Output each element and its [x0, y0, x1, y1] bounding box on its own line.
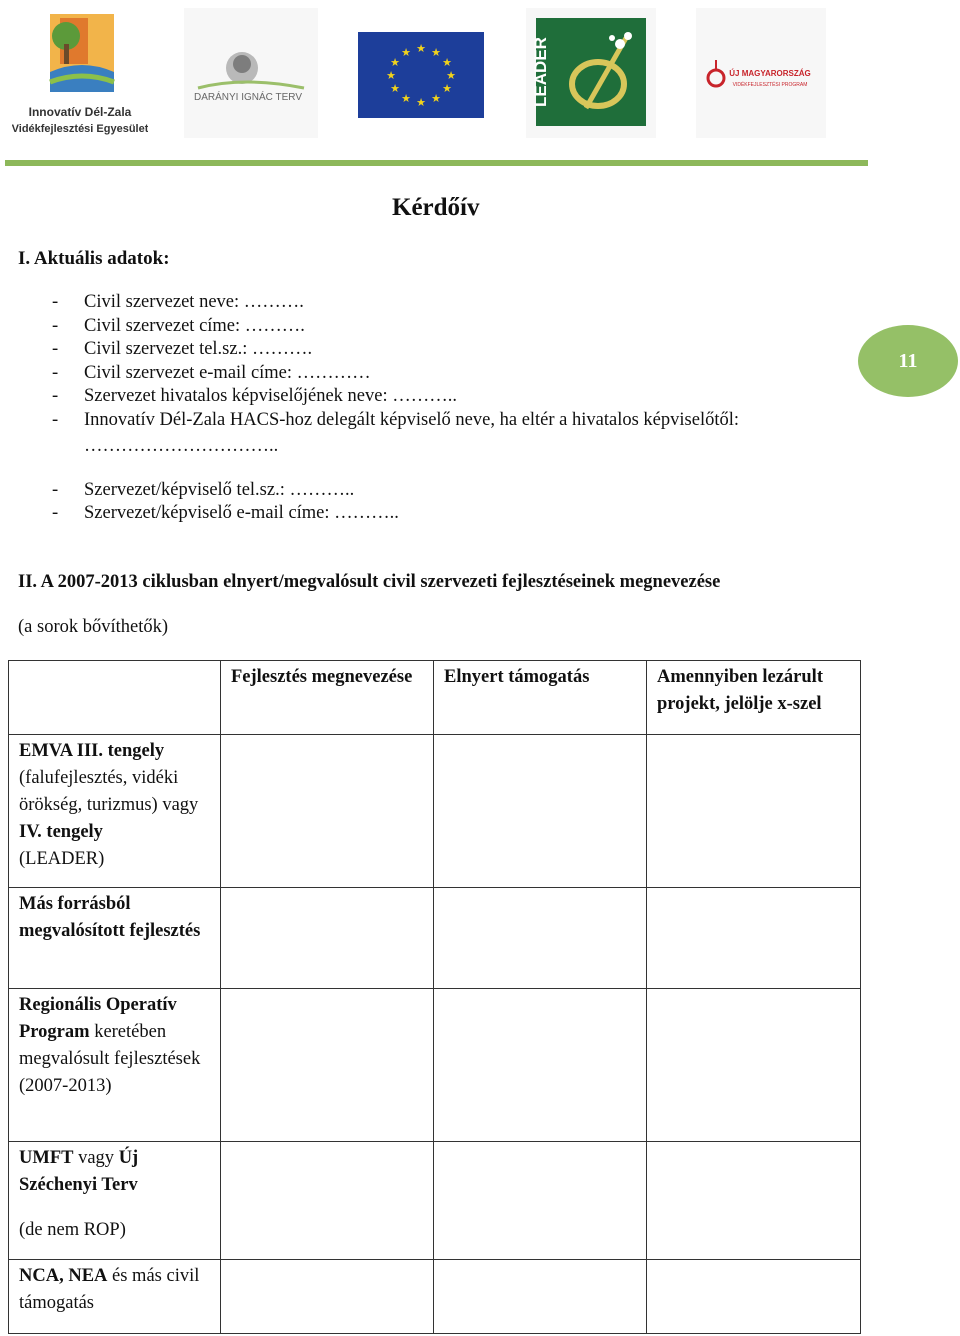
table-header-cell: Amennyiben lezárult projekt, jelölje x-szel — [647, 661, 861, 735]
field-fill[interactable]: ………. — [244, 316, 305, 336]
table-cell[interactable] — [434, 989, 647, 1142]
table-cell[interactable] — [647, 1142, 861, 1260]
table-cell[interactable] — [221, 1142, 434, 1260]
row-label: NCA, NEA és más civil támogatás — [9, 1260, 221, 1334]
daranyi-ignac-terv-logo — [184, 8, 318, 138]
svg-text:★: ★ — [416, 96, 426, 109]
table-cell[interactable] — [647, 989, 861, 1142]
table-header-cell: Elnyert támogatás — [434, 661, 647, 735]
field-label: Civil szervezet neve: — [84, 292, 240, 312]
table-row — [9, 888, 861, 989]
section-2-heading: II. A 2007-2013 ciklusban elnyert/megvalósult civil szervezeti fejlesztéseinek megnevezése — [18, 572, 721, 592]
table-cell[interactable] — [221, 989, 434, 1142]
field-label: Szervezet hivatalos képviselőjének neve: — [84, 386, 388, 406]
table-cell[interactable] — [221, 735, 434, 888]
row-label: Regionális Operatív Program keretében megvalósult fejlesztések (2007-2013) — [9, 989, 221, 1142]
field-fill[interactable]: ……….. — [334, 503, 399, 523]
innovativ-logo-graphic — [12, 8, 148, 138]
svg-text:★: ★ — [431, 92, 441, 105]
svg-text:★: ★ — [390, 56, 400, 69]
svg-text:Innovatív Dél-Zala: Innovatív Dél-Zala — [28, 105, 132, 119]
eu-flag-graphic — [356, 8, 486, 138]
field-label: Szervezet/képviselő e-mail címe: — [84, 503, 330, 523]
svg-text:★: ★ — [446, 69, 456, 82]
field-fill[interactable]: ………. — [243, 292, 304, 312]
row-label: EMVA III. tengely (falufejlesztés, vidéki örökség, turizmus) vagy IV. tengely (LEADER) — [9, 735, 221, 888]
table-row — [9, 735, 861, 888]
table-cell[interactable] — [434, 735, 647, 888]
daranyi-logo-graphic — [184, 8, 318, 138]
developments-table — [8, 660, 861, 1334]
uj-magyarorszag-graphic — [696, 8, 826, 138]
svg-text:★: ★ — [416, 42, 426, 55]
svg-text:VIDÉKFEJLESZTÉSI PROGRAM: VIDÉKFEJLESZTÉSI PROGRAM — [732, 82, 808, 88]
eu-flag-logo — [356, 8, 486, 138]
svg-text:ÚJ MAGYARORSZÁG: ÚJ MAGYARORSZÁG — [729, 69, 811, 78]
page-number-badge: 11 — [858, 325, 958, 397]
field-fill[interactable]: ………… — [296, 363, 371, 383]
header-divider — [5, 160, 868, 166]
table-cell[interactable] — [647, 1260, 861, 1334]
table-cell[interactable] — [647, 735, 861, 888]
leader-logo-graphic — [526, 8, 656, 138]
table-cell[interactable] — [221, 888, 434, 989]
uj-magyarorszag-logo — [696, 8, 826, 138]
table-cell[interactable] — [221, 1260, 434, 1334]
section-2-note: (a sorok bővíthetők) — [18, 617, 169, 637]
field-fill-continuation[interactable]: ………………………….. — [84, 436, 279, 456]
table-header-row — [9, 661, 861, 735]
table-row — [9, 989, 861, 1142]
svg-text:★: ★ — [442, 56, 452, 69]
svg-text:★: ★ — [401, 92, 411, 105]
field-label: Civil szervezet címe: — [84, 316, 241, 336]
table-header-cell: Fejlesztés megnevezése — [221, 661, 434, 735]
table-cell[interactable] — [434, 1260, 647, 1334]
svg-text:★: ★ — [431, 46, 441, 59]
table-row — [9, 1260, 861, 1334]
table-cell[interactable] — [434, 888, 647, 989]
svg-text:★: ★ — [390, 82, 400, 95]
innovativ-del-zala-logo — [12, 8, 148, 138]
table-cell[interactable] — [434, 1142, 647, 1260]
page-title: Kérdőív — [392, 194, 480, 221]
svg-text:★: ★ — [386, 69, 396, 82]
field-label: Civil szervezet tel.sz.: — [84, 339, 248, 359]
row-label: UMFT vagy Új Széchenyi Terv (de nem ROP) — [9, 1142, 221, 1260]
section-1-heading: I. Aktuális adatok: — [18, 248, 170, 269]
svg-text:★: ★ — [442, 82, 452, 95]
field-label: Civil szervezet e-mail címe: — [84, 363, 293, 383]
field-label: Innovatív Dél-Zala HACS-hoz delegált képviselő neve, ha eltér a hivatalos képviselőtől: — [84, 410, 740, 430]
field-label: Szervezet/képviselő tel.sz.: — [84, 480, 285, 500]
leader-logo — [526, 8, 656, 138]
svg-text:Vidékfejlesztési Egyesület: Vidékfejlesztési Egyesület — [12, 123, 148, 135]
svg-text:LEADER: LEADER — [531, 37, 550, 107]
table-cell[interactable] — [647, 888, 861, 989]
field-fill[interactable]: ………. — [251, 339, 313, 359]
table-row — [9, 1142, 861, 1260]
table-header-cell — [9, 661, 221, 735]
svg-text:★: ★ — [401, 46, 411, 59]
field-fill[interactable]: ……….. — [392, 386, 457, 406]
row-label: Más forrásból megvalósított fejlesztés — [9, 888, 221, 989]
field-fill[interactable]: ……….. — [289, 480, 355, 500]
svg-text:DARÁNYI IGNÁC TERV: DARÁNYI IGNÁC TERV — [194, 92, 302, 103]
